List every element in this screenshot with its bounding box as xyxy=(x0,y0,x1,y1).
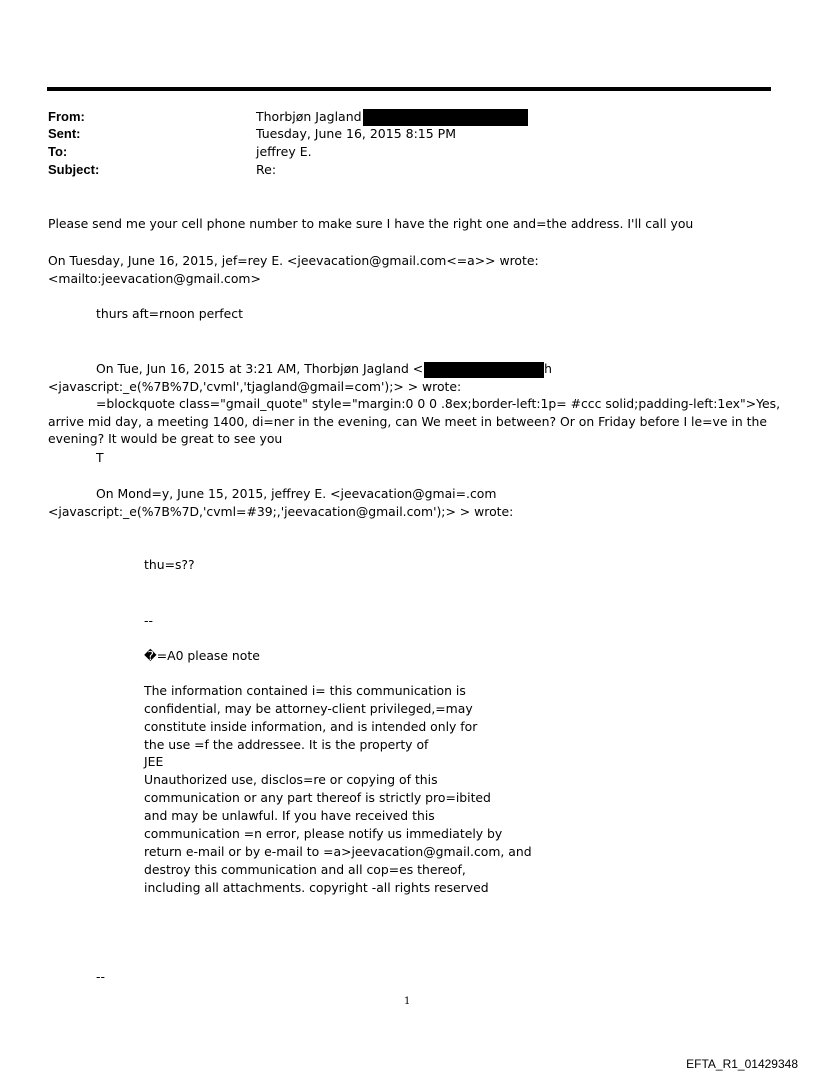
quoted-line: T xyxy=(96,450,104,465)
disclaimer-line: return e-mail or by e-mail to =a>jeevacation@gmail.com, and xyxy=(144,844,532,859)
page-number: 1 xyxy=(404,996,411,1007)
subject-label: Subject: xyxy=(48,162,100,177)
from-label: From: xyxy=(48,109,85,124)
quoted-line: thurs aft=rnoon perfect xyxy=(96,306,243,321)
subject-value: Re: xyxy=(256,162,277,177)
disclaimer-line: the use =f the addressee. It is the property of xyxy=(144,737,429,752)
quote-header-line xyxy=(96,360,552,378)
disclaimer-line: communication =n error, please notify us immediately by xyxy=(144,826,503,841)
quote-header-line: <javascript:_e(%7B%7D,'cvml','tjagland@gmail=com');> > wrote: xyxy=(48,379,462,394)
disclaimer-line: JEE xyxy=(144,754,164,769)
quote-header-line: <mailto:jeevacation@gmail.com> xyxy=(48,271,261,286)
disclaimer-line: and may be unlawful. If you have received this xyxy=(144,808,435,823)
quoted-line: arrive mid day, a meeting 1400, di=ner in the evening, can We meet in between? Or on Friday before I le=ve in the xyxy=(48,414,767,429)
from-name: Thorbjøn Jagland xyxy=(256,109,362,124)
signature-separator: -- xyxy=(144,613,153,628)
disclaimer-heading: �=A0 please note xyxy=(144,648,260,663)
quote-header-text: On Tue, Jun 16, 2015 at 3:21 AM, Thorbjøn Jagland < xyxy=(96,361,424,376)
quote-header-line: <javascript:_e(%7B%7D,'cvml=#39;,'jeevacation@gmail.com');> > wrote: xyxy=(48,504,514,519)
quoted-line: =blockquote class="gmail_quote" style="margin:0 0 0 .8ex;border-left:1p= #ccc solid;padding-left:1ex">Yes, xyxy=(96,396,781,411)
disclaimer-line: including all attachments. copyright -all rights reserved xyxy=(144,880,489,895)
disclaimer-line: confidential, may be attorney-client privileged,=may xyxy=(144,701,473,716)
sent-value: Tuesday, June 16, 2015 8:15 PM xyxy=(256,126,456,141)
disclaimer-line: The information contained i= this communication is xyxy=(144,683,466,698)
disclaimer-line: destroy this communication and all cop=es thereof, xyxy=(144,862,466,877)
quote-header-line: On Tuesday, June 16, 2015, jef=rey E. <jeevacation@gmail.com<=a>> wrote: xyxy=(48,253,539,268)
disclaimer-line: communication or any part thereof is strictly pro=ibited xyxy=(144,790,491,805)
redaction-block xyxy=(363,109,528,126)
to-label: To: xyxy=(48,144,68,159)
sent-label: Sent: xyxy=(48,126,81,141)
body-line: Please send me your cell phone number to make sure I have the right one and=the address. I'll call you xyxy=(48,216,694,231)
disclaimer-line: Unauthorized use, disclos=re or copying of this xyxy=(144,772,438,787)
to-value: jeffrey E. xyxy=(256,144,312,159)
disclaimer-line: constitute inside information, and is intended only for xyxy=(144,719,478,734)
header-rule xyxy=(47,87,771,91)
from-value xyxy=(256,109,528,126)
redaction-trailing-char: h xyxy=(544,361,553,376)
quote-header-line: On Mond=y, June 15, 2015, jeffrey E. <jeevacation@gmai=.com xyxy=(96,486,497,501)
quoted-line: thu=s?? xyxy=(144,557,195,572)
quoted-line: evening? It would be great to see you xyxy=(48,431,283,446)
trailing-separator: -- xyxy=(96,969,105,984)
bates-number: EFTA_R1_01429348 xyxy=(686,1057,798,1071)
redaction-block xyxy=(424,362,544,378)
